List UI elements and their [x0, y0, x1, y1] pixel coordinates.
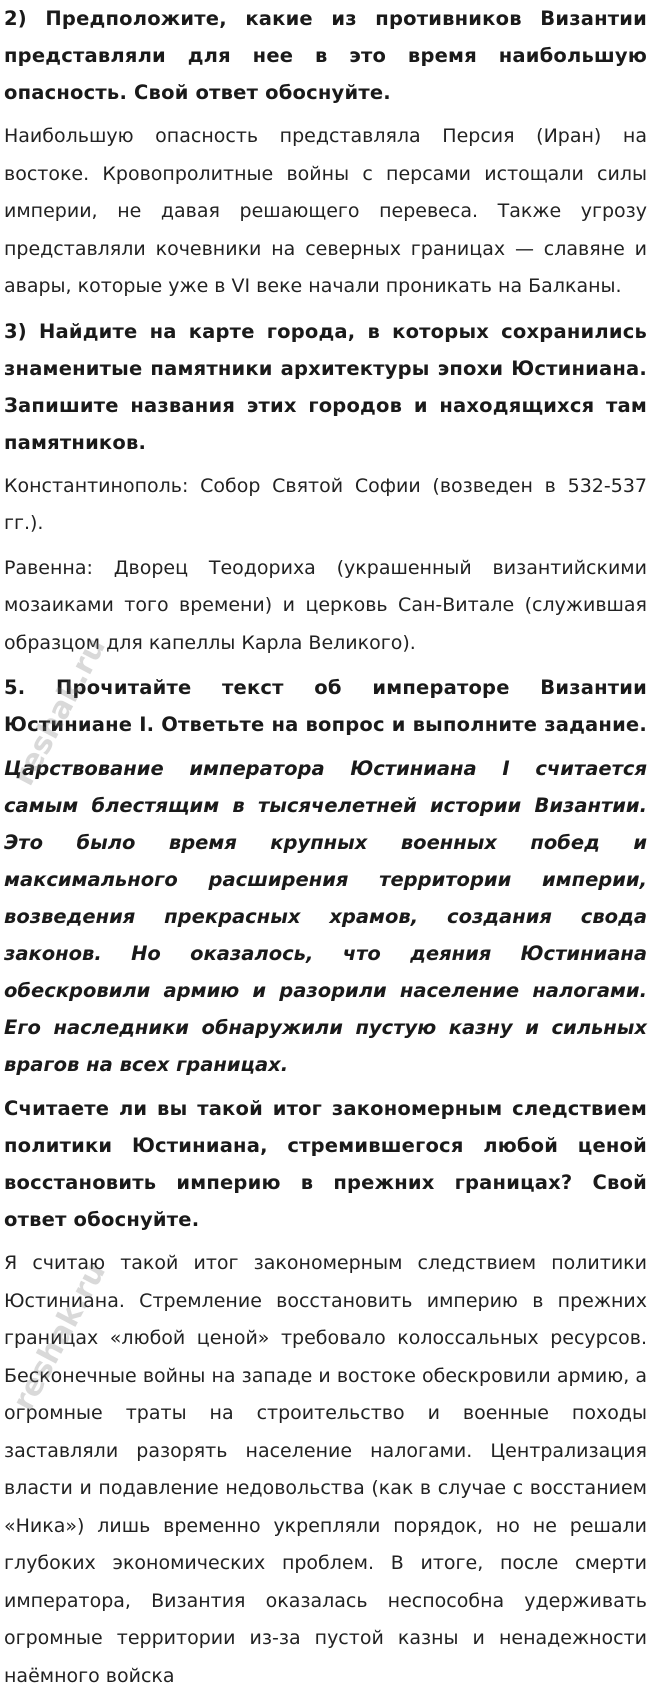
task-5-heading: 5. Прочитайте текст об императоре Византии Юстиниане I. Ответьте на вопрос и выполните задание. — [4, 676, 647, 736]
answer-3-ravenna: Равенна: Дворец Теодориха (украшенный византийскими мозаиками того времени) и церковь Сан-Витале (служившая образцом для капеллы Карла Великого). — [4, 556, 647, 654]
question-3: 3) Найдите на карте города, в которых сохранились знаменитые памятники архитектуры эпохи Юстиниана. Запишите названия этих городов и находящихся там памятников. — [4, 319, 647, 454]
watermark-bottom: reshak.ru — [6, 1256, 114, 1417]
answer-2: Наибольшую опасность представляла Персия (Иран) на востоке. Кровопролитные войны с персами истощали силы империи, не давая решающего перевеса. Также угрозу представляли кочевники на северных границах — славяне и авары, которые уже в VI веке начали проникать на Балканы. — [4, 125, 647, 297]
watermark-top: reshak.ru — [6, 631, 114, 792]
task-5-answer: Я считаю такой итог закономерным следствием политики Юстиниана. Стремление восстановить империю в прежних границах «любой ценой» требовало колоссальных ресурсов. Бесконечные войны на западе и востоке обескровили армию, а огромные траты на строительство и военные походы заставляли разорять население налогами. Централизация власти и подавление недовольства (как в случае с восстанием «Ника») лишь временно укрепляли порядок, но не решали глубоких экономических проблем. В итоге, после смерти императора, Византия оказалась неспособна удерживать огромные территории из-за пустой казны и ненадежности наёмного войска — [4, 1252, 647, 1687]
document-page — [4, 0, 647, 1695]
answer-3-constantinople: Константинополь: Собор Святой Софии (возведен в 532-537 гг.). — [4, 474, 647, 534]
justinian-quote: Царствование императора Юстиниана I считается самым блестящим в тысячелетней истории Византии. Это было время крупных военных побед и максимального расширения территории империи, возведения прекрасных храмов, создания свода законов. Но оказалось, что деяния Юстиниана обескровили армию и разорили население налогами. Его наследники обнаружили пустую казну и сильных врагов на всех границах. — [4, 757, 647, 1076]
question-2: 2) Предположите, какие из противников Византии представляли для нее в это время наибольшую опасность. Свой ответ обоснуйте. — [4, 7, 647, 104]
task-5-question: Считаете ли вы такой итог закономерным следствием политики Юстиниана, стремившегося любой ценой восстановить империю в прежних границах? Свой ответ обоснуйте. — [4, 1097, 647, 1231]
